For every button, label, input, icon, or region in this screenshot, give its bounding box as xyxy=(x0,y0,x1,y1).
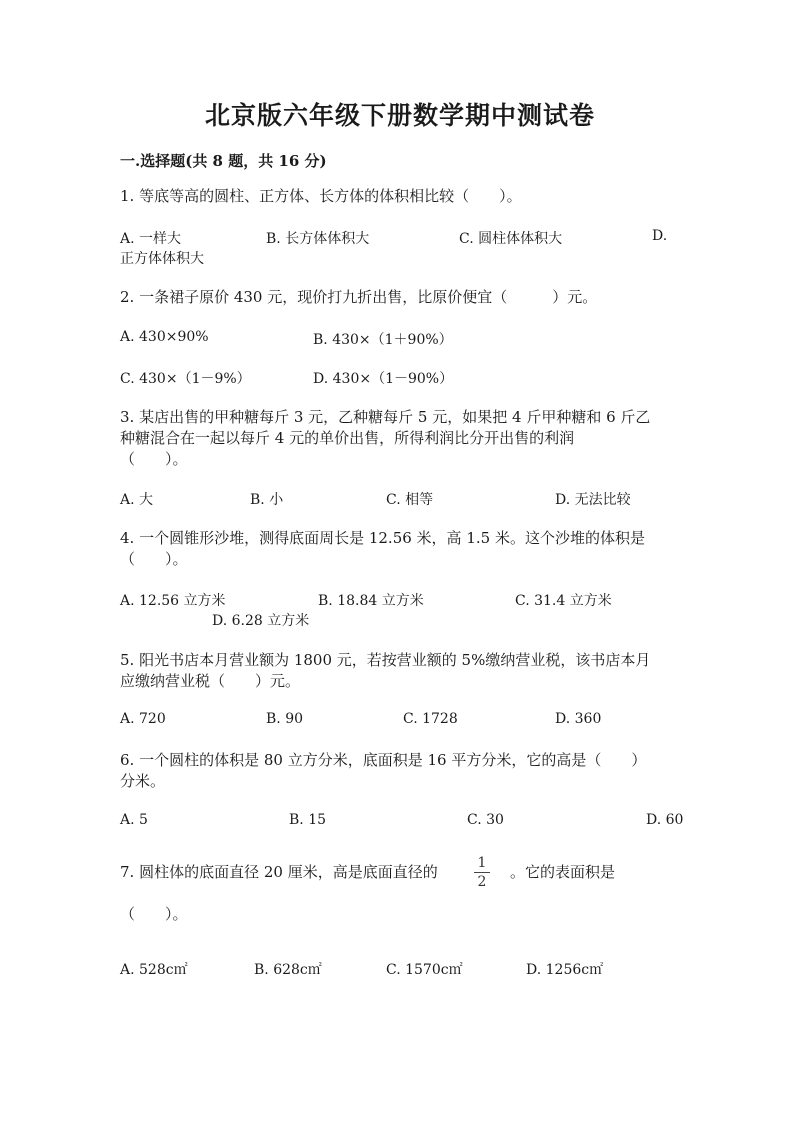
q5-option-b: B. 90 xyxy=(266,711,304,727)
q5-option-a: A. 720 xyxy=(120,711,166,727)
q7-option-b: B. 628c㎡ xyxy=(254,962,322,978)
question-5-line-1: 5. 阳光书店本月营业额为 1800 元，若按营业额的 5%缴纳营业税，该书店本月 xyxy=(120,651,651,669)
fraction-numerator: 1 xyxy=(477,855,487,871)
q6-option-c: C. 30 xyxy=(467,812,504,828)
question-3-line-2: 种糖混合在一起以每斤 4 元的单价出售，所得利润比分开出售的利润 xyxy=(120,429,575,447)
page-title: 北京版六年级下册数学期中测试卷 xyxy=(204,101,595,130)
q7-option-d: D. 1256c㎡ xyxy=(526,962,604,978)
q3-option-c: C. 相等 xyxy=(386,492,434,508)
question-6-line-2: 分米。 xyxy=(120,772,166,790)
question-4-line-2: （ ）。 xyxy=(120,550,188,568)
question-5-line-2: 应缴纳营业税（ ）元。 xyxy=(120,672,301,690)
q5-option-c: C. 1728 xyxy=(403,711,458,727)
q3-option-b: B. 小 xyxy=(250,492,284,508)
question-3-line-3: （ ）。 xyxy=(120,450,188,468)
q4-option-b: B. 18.84 立方米 xyxy=(318,593,424,609)
q1-option-d-text: 正方体体积大 xyxy=(120,251,204,267)
q2-option-d: D. 430×（1－90%） xyxy=(313,371,454,387)
q1-option-a: A. 一样大 xyxy=(120,231,182,247)
q4-option-c: C. 31.4 立方米 xyxy=(515,593,612,609)
q1-option-c: C. 圆柱体体积大 xyxy=(459,231,563,247)
q2-option-a: A. 430×90% xyxy=(120,329,209,345)
section-heading: 一.选择题(共 8 题，共 16 分) xyxy=(120,152,327,170)
q1-option-d: D. xyxy=(652,228,668,244)
question-2-text: 2. 一条裙子原价 430 元，现价打九折出售，比原价便宜（ ）元。 xyxy=(120,288,598,306)
question-7-text-before-fraction: 7. 圆柱体的底面直径 20 厘米，高是底面直径的 xyxy=(120,863,438,881)
q7-option-c: C. 1570c㎡ xyxy=(386,962,463,978)
question-3-line-1: 3. 某店出售的甲种糖每斤 3 元，乙种糖每斤 5 元，如果把 4 斤甲种糖和 6 斤乙 xyxy=(120,408,651,426)
fraction-bar xyxy=(474,872,490,873)
question-7-line-2: （ ）。 xyxy=(120,905,188,923)
question-4-line-1: 4. 一个圆锥形沙堆，测得底面周长是 12.56 米，高 1.5 米。这个沙堆的体积是 xyxy=(120,529,645,547)
question-1-text: 1. 等底等高的圆柱、正方体、长方体的体积相比较（ ）。 xyxy=(120,187,522,205)
one-half-fraction xyxy=(474,855,490,890)
q2-option-c: C. 430×（1－9%） xyxy=(120,371,251,387)
q3-option-a: A. 大 xyxy=(120,492,154,508)
q6-option-b: B. 15 xyxy=(289,812,327,828)
q2-option-b: B. 430×（1＋90%） xyxy=(313,332,453,348)
q7-option-a: A. 528c㎡ xyxy=(120,962,188,978)
q5-option-d: D. 360 xyxy=(555,711,602,727)
question-7-text-after-fraction: 。它的表面积是 xyxy=(510,863,616,881)
q1-option-b: B. 长方体体积大 xyxy=(266,231,370,247)
q6-option-a: A. 5 xyxy=(120,812,148,828)
fraction-denominator: 2 xyxy=(477,874,487,890)
q4-option-a: A. 12.56 立方米 xyxy=(120,593,226,609)
q4-option-d: D. 6.28 立方米 xyxy=(212,613,310,629)
q6-option-d: D. 60 xyxy=(646,812,684,828)
question-6-line-1: 6. 一个圆柱的体积是 80 立方分米，底面积是 16 平方分米，它的高是（ ） xyxy=(120,751,647,769)
q3-option-d: D. 无法比较 xyxy=(555,492,631,508)
